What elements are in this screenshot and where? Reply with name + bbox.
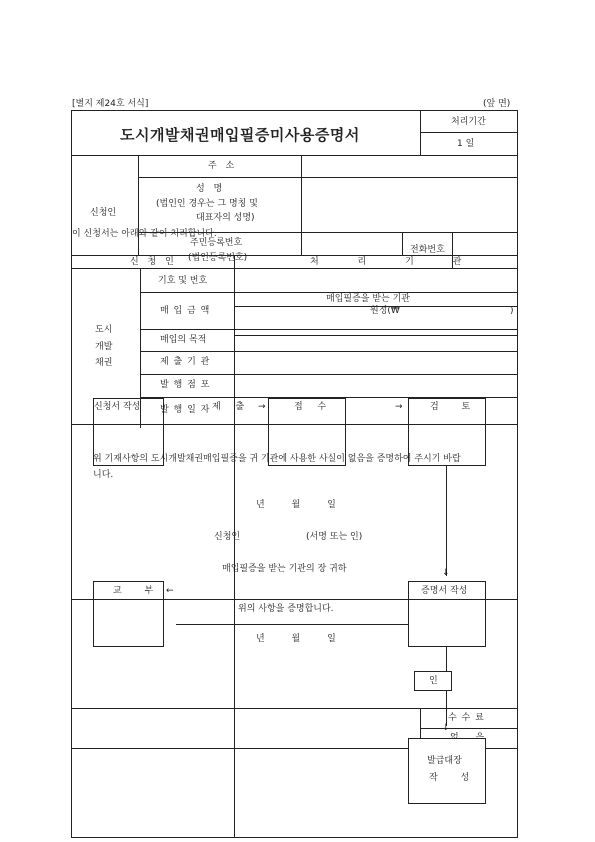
phone-label: 전화번호 bbox=[410, 245, 445, 255]
process-notice: 이 신청서는 아래와 같이 처리합니다. bbox=[72, 229, 217, 239]
submit-label: 제 출 기 관 bbox=[160, 357, 211, 367]
name-label: 성 명 bbox=[196, 184, 226, 194]
bond-label-1: 도시 bbox=[95, 325, 113, 335]
sign-note: (서명 또는 인) bbox=[306, 532, 363, 542]
currency: 원정(₩ bbox=[370, 306, 400, 316]
step-ledger-label-2: 작 성 bbox=[429, 773, 480, 783]
name-note-2: 대표자의 성명) bbox=[196, 213, 255, 223]
reg-label: 주민등록번호 bbox=[190, 238, 243, 248]
processing-value: 1 일 bbox=[457, 139, 475, 149]
step-deliver-label: 교 부 bbox=[113, 586, 164, 596]
seal-label: 인 bbox=[429, 676, 438, 686]
statement-date: 년 월 일 bbox=[256, 500, 336, 510]
purpose-label: 매입의 목적 bbox=[160, 335, 207, 345]
form-title: 도시개발채권매입필증미사용증명서 bbox=[120, 126, 360, 144]
name-note-1: (법인인 경우는 그 명칭 및 bbox=[156, 199, 258, 209]
symbol-label: 기호 및 번호 bbox=[158, 276, 208, 286]
step-submit-label: 제 출 bbox=[212, 402, 251, 412]
arrow-right-icon: → bbox=[258, 402, 266, 412]
header-applicant: 신 청 인 bbox=[130, 257, 177, 267]
side-note: (앞 면) bbox=[483, 99, 511, 109]
date-label: 발 행 일 자 bbox=[160, 405, 211, 415]
step-review-label: 검 토 bbox=[430, 402, 481, 412]
arrow-right-icon: → bbox=[395, 402, 403, 412]
statement-line1: 위 기재사항의 도시개발채권매입필증을 귀 기관에 사용한 사실이 없음을 증명하여 주시기 바랍 bbox=[93, 454, 461, 464]
statement-line2: 니다. bbox=[93, 470, 114, 480]
applicant-section-label: 신청인 bbox=[90, 208, 117, 218]
certification-date: 년 월 일 bbox=[256, 634, 336, 644]
flow-divider bbox=[234, 255, 235, 838]
header-handler: 처 리 기 관 bbox=[310, 257, 480, 267]
arrow-down-icon: ↓ bbox=[442, 723, 450, 733]
arrow-down-icon: ↓ bbox=[442, 568, 450, 578]
bond-label-3: 채권 bbox=[95, 358, 113, 368]
certification-text: 위의 사항을 증명합니다. bbox=[238, 604, 334, 614]
addressee: 매입필증을 받는 기관의 장 귀하 bbox=[222, 564, 347, 574]
step-ledger-label: 발급대장 bbox=[427, 756, 462, 766]
currency-close: ) bbox=[510, 306, 514, 316]
step-ledger bbox=[408, 738, 486, 804]
form-number: [별지 제24호 서식] bbox=[72, 99, 149, 109]
fee-label: 수 수 료 bbox=[448, 713, 485, 723]
amount-label: 매 입 금 액 bbox=[160, 306, 211, 316]
step-apply-label: 신청서 작성 bbox=[94, 402, 141, 412]
processing-label: 처리기간 bbox=[451, 117, 486, 127]
reg-note: (법인등록번호) bbox=[188, 253, 248, 263]
arrow-left-icon: ← bbox=[166, 586, 174, 596]
receiver-label: 매입필증을 받는 기관 bbox=[326, 294, 410, 304]
step-receive-label: 접 수 bbox=[294, 402, 333, 412]
step-issue-label: 증명서 작성 bbox=[421, 586, 468, 596]
bond-label-2: 개발 bbox=[95, 342, 113, 352]
applicant-sig-label: 신청인 bbox=[214, 532, 241, 542]
branch-label: 발 행 점 포 bbox=[160, 380, 211, 390]
address-label: 주 소 bbox=[208, 161, 238, 171]
